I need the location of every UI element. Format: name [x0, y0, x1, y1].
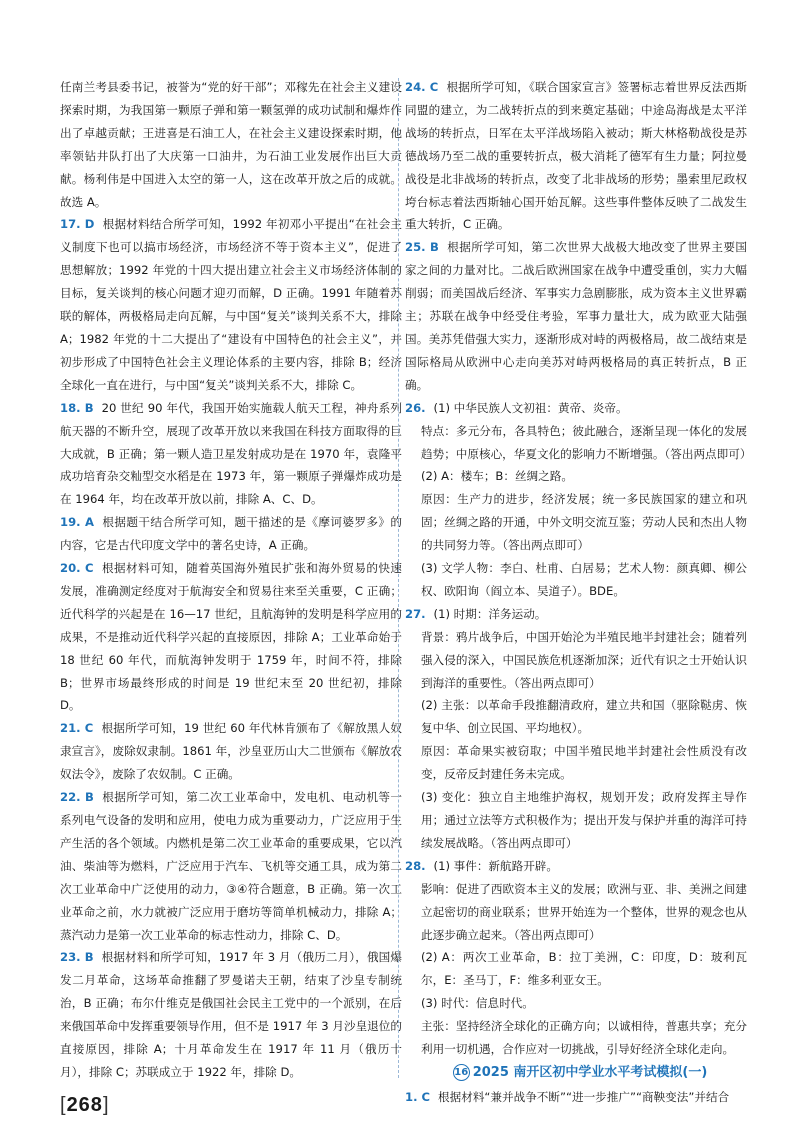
answer-text: 根据材料和所学可知，1917 年 3 月（俄历二月），俄国爆发二月革命，这场革命推翻了罗曼诺夫王朝，结束了沙皇专制统治，B 正确；布尔什维克是俄国社会民主工党中的一个派别，在后来俄国革命中发挥重要领导作用，但不是 1917 年 3 月沙皇退位的直接原因，排除 A；十月革命发生在 1917 年 11 月（俄历十月），排除 C；苏联成立于 1922 年，排除 D。	[60, 950, 402, 1079]
answer-item	[60, 717, 402, 786]
answer-item	[405, 786, 747, 855]
section-title	[405, 1062, 747, 1085]
answer-text: 根据题干结合所学可知，题干描述的是《摩诃婆罗多》的内容，它是古代印度文学中的著名史诗，A 正确。	[60, 515, 402, 553]
answer-text: (1) 中华民族人文初祖：黄帝、炎帝。	[433, 400, 628, 415]
section-number-badge: 16	[453, 1064, 470, 1081]
answer-number: 26.	[405, 400, 426, 415]
right-column	[405, 76, 752, 1109]
answer-text: (2) A：楼车；B：丝绸之路。	[421, 469, 573, 484]
answer-text: 根据所学可知，第二次世界大战极大地改变了世界主要国家之间的力量对比。二战后欧洲国家在战争中遭受重创，实力大幅削弱；而美国战后经济、军事实力急剧膨胀，成为资本主义世界霸主；苏联在战争中经受住考验，军事力量壮大，成为欧亚大陆强国。美苏凭借强大实力，逐渐形成对峙的两极格局，故二战结束是国际格局从欧洲中心走向美苏对峙两极格局的真正转折点，B 正确。	[405, 240, 747, 392]
answer-text: (3) 变化：独立自主地维护海权，规划开发；政府发挥主导作用；通过立法等方式积极作为；提出开发与保护并重的海洋可持续发展战略。（答出两点即可）	[421, 790, 747, 850]
answer-text: 影响：促进了西欧资本主义的发展；欧洲与亚、非、美洲之间建立起密切的商业联系；世界开始连为一个整体，世界的观念也从此逐步确立起来。（答出两点即可）	[421, 881, 747, 942]
answer-item	[405, 855, 747, 878]
page-bracket-left: [	[60, 1094, 67, 1116]
section-title-text: 2025 南开区初中学业水平考试模拟(一)	[472, 1064, 708, 1080]
answer-item	[60, 557, 402, 717]
answer-text: 根据材料结合所学可知，1992 年初邓小平提出“在社会主义制度下也可以搞市场经济，市场经济不等于资本主义”，促进了思想解放；1992 年党的十四大提出建立社会主义市场经济体制的目标，复关谈判的核心问题才迎刃而解，D 正确。1991 年随着苏联的解体，两极格局走向瓦解，与中国“复关”谈判关系不大，排除 A；1982 年党的十二大提出了“建设有中国特色的社会主义”，并初步形成了中国特色社会主义理论体系的主要内容，排除 B；经济全球化一直在进行，与中国“复关”谈判关系不大，排除 C。	[60, 217, 402, 392]
answer-item	[405, 992, 747, 1015]
page-bracket-right: ]	[102, 1094, 110, 1116]
answer-item	[405, 236, 747, 396]
answer-item	[60, 397, 402, 512]
answer-number: 23. B	[60, 950, 94, 965]
answer-item	[405, 397, 747, 420]
answer-text: 特点：多元分布，各具特色；彼此融合，逐渐呈现一体化的发展趋势；中原核心，华夏文化的影响力不断增强。（答出两点即可）	[421, 423, 752, 461]
answer-item	[405, 740, 747, 786]
answer-number: 19. A	[60, 515, 94, 530]
answer-text: 背景：鸦片战争后，中国开始沦为半殖民地半封建社会；随着列强入侵的深入，中国民族危机逐渐加深；近代有识之士开始认识到海洋的重要性。（答出两点即可）	[421, 629, 747, 690]
page-number-value: 268	[66, 1094, 103, 1116]
answer-text: 根据所学可知，19 世纪 60 年代林肯颁布了《解放黑人奴隶宣言》，废除奴隶制。1861 年，沙皇亚历山大二世颁布《解放农奴法令》，废除了农奴制。C 正确。	[60, 721, 402, 782]
answer-item	[405, 694, 747, 740]
answer-item	[405, 946, 747, 992]
answer-text: 主张：坚持经济全球化的正确方向；以诚相待，普惠共享；充分利用一切机遇，合作应对一切挑战，引导好经济全球化走向。	[421, 1019, 747, 1057]
column-divider	[398, 78, 399, 1078]
answer-text: 根据所学可知，《联合国家宣言》签署标志着世界反法西斯同盟的建立，为二战转折点的到来奠定基础；中途岛海战是太平洋战场的转折点，日军在太平洋战场陷入被动；斯大林格勒战役是苏德战场乃至二战的重要转折点，极大消耗了德军有生力量；阿拉曼战役是北非战场的转折点，改变了北非战场的形势；墨索里尼政权垮台标志着法西斯轴心国开始瓦解。这些事件整体反映了二战发生重大转折，C 正确。	[405, 80, 747, 232]
answer-item	[60, 511, 402, 557]
answer-text: (1) 事件：新航路开辟。	[433, 858, 558, 873]
answer-number: 17. D	[60, 217, 95, 232]
final-answer-text: 根据材料“兼并战争不断”“进一步推广”“商鞅变法”并结合	[438, 1089, 730, 1104]
answer-number: 22. B	[60, 790, 94, 805]
answer-text: (3) 文学人物：李白、杜甫、白居易；艺术人物：颜真卿、柳公权、欧阳询（阎立本、吴道子）。BDE。	[421, 561, 747, 598]
final-answer-number: 1. C	[405, 1089, 431, 1104]
left-column	[60, 76, 402, 1084]
answer-item	[60, 786, 402, 946]
answer-text: 20 世纪 90 年代，我国开始实施载人航天工程，神舟系列航天器的不断升空，展现了改革开放以来我国在科技方面取得的巨大成就，B 正确；第一颗人造卫星发射成功是在 1970 年，袁隆平成功培育杂交籼型交水稻是在 1973 年，第一颗原子弹爆炸成功是在 1964 年，均在改革开放以前，排除 A、C、D。	[60, 400, 402, 507]
answer-item	[405, 76, 747, 236]
answer-number: 18. B	[60, 400, 94, 415]
answer-number: 25. B	[405, 240, 439, 255]
answer-item	[60, 213, 402, 396]
answer-number: 28.	[405, 858, 426, 873]
answer-item	[60, 76, 402, 213]
answer-text: 根据所学可知，第二次工业革命中，发电机、电动机等一系列电气设备的发明和应用，使电力成为重要动力，广泛应用于生产生活的各个领域。内燃机是第二次工业革命的重要成果，它以汽油、柴油等为燃料，广泛应用于汽车、飞机等交通工具，成为第二次工业革命中广泛使用的动力，③④符合题意，B 正确。第一次工业革命之前，水力就被广泛应用于磨坊等简单机械动力，排除 A；蒸汽动力是第一次工业革命的标志性动力，排除 C、D。	[60, 790, 402, 942]
answer-item	[60, 946, 402, 1083]
answer-number: 20. C	[60, 561, 94, 576]
answer-text: 原因：革命果实被窃取；中国半殖民地半封建社会性质没有改变，反帝反封建任务未完成。	[421, 744, 747, 782]
answer-text: (3) 时代：信息时代。	[421, 996, 534, 1011]
answer-item	[405, 878, 747, 947]
answer-item	[405, 1015, 747, 1061]
answer-number: 21. C	[60, 721, 94, 736]
answer-text: 原因：生产力的进步，经济发展；统一多民族国家的建立和巩固；丝绸之路的开通，中外文明交流互鉴；劳动人民和杰出人物的共同努力等。（答出两点即可）	[421, 492, 747, 553]
final-answer-item	[405, 1086, 747, 1109]
answer-item	[405, 420, 752, 466]
page-number	[60, 1094, 110, 1117]
answer-text: (2) 主张：以革命手段推翻清政府，建立共和国（驱除鞑虏、恢复中华、创立民国、平均地权）。	[421, 698, 747, 736]
answer-number: 27.	[405, 606, 426, 621]
answer-item	[405, 603, 747, 626]
answer-text: (1) 时期：洋务运动。	[433, 606, 547, 621]
answer-item	[405, 488, 747, 557]
answer-item	[405, 465, 747, 488]
answer-item	[405, 626, 747, 695]
answer-number: 24. C	[405, 80, 439, 94]
answer-text: 根据材料可知，随着英国海外殖民扩张和海外贸易的快速发展，准确测定经度对于航海安全和贸易往来至关重要，C 正确；近代科学的兴起是在 16—17 世纪，且航海钟的发明是科学应用的成果，不是推动近代科学兴起的直接原因，排除 A；工业革命始于 18 世纪 60 年代，而航海钟发明于 1759 年，时间不符，排除 B；世界市场最终形成的时间是 19 世纪末至 20 世纪初，排除 D。	[60, 561, 402, 713]
answer-text: (2) A：两次工业革命，B：拉丁美洲，C：印度，D：玻利瓦尔，E：圣马丁，F：维多利亚女王。	[421, 950, 747, 988]
answer-text: 任南兰考县委书记，被誉为“党的好干部”；邓稼先在社会主义建设探索时期，为我国第一颗原子弹和第一颗氢弹的成功试制和爆炸作出了卓越贡献；王进喜是石油工人，在社会主义建设探索时期，他率领钻井队打出了大庆第一口油井，为石油工业发展作出巨大贡献。杨利伟是中国进入太空的第一人，这在改革开放之后的成就。故选 A。	[60, 80, 402, 209]
answer-item	[405, 557, 747, 603]
